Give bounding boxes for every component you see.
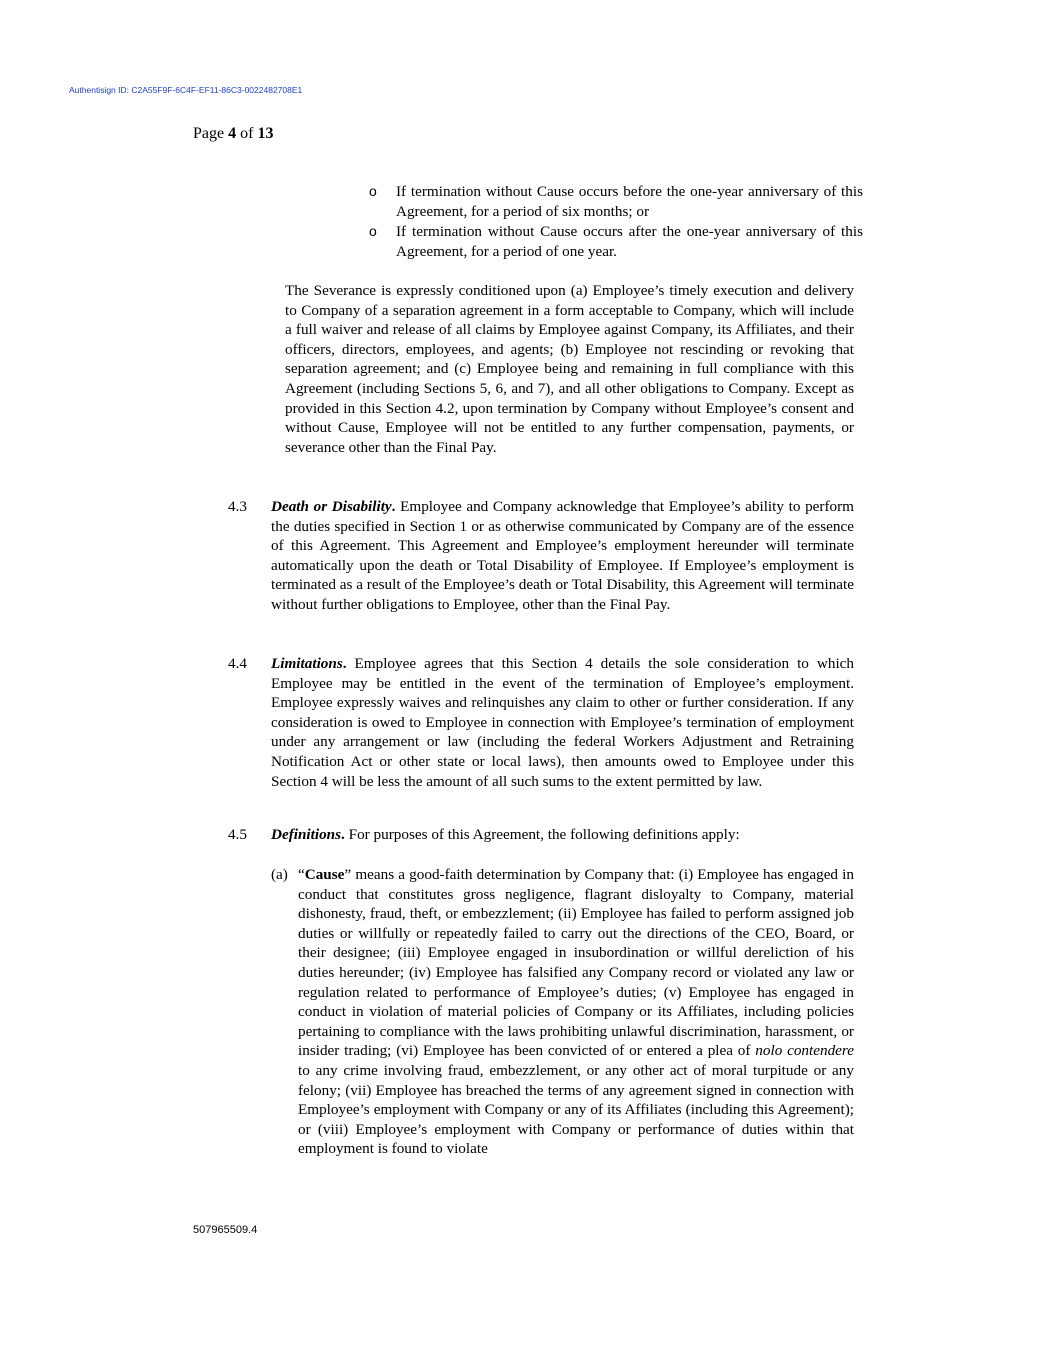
- section-text: Employee and Company acknowledge that Employee’s ability to perform the duties specified in Section 1 or as otherwise communicated by Company are of the essence of this Agreement. This Agreement and Employee’s employment hereunder will terminate automatically upon the death or Total Disability of Employee. If Employee’s employment is terminated as a result of the Employee’s death or Total Disability, this Agreement will terminate without further obligations to Employee, other than the Final Pay.: [271, 498, 854, 613]
- list-item-text: If termination without Cause occurs before the one-year anniversary of this Agreement, for a period of six months; or: [396, 183, 863, 220]
- heading-punct: .: [342, 655, 347, 672]
- definition-text-part-1: ” means a good-faith determination by Company that: (i) Employee has engaged in conduct that constitutes gross negligence, flagrant disloyalty to Company, material dishonesty, fraud, theft, or embezzlement; (ii) Employee has failed to perform assigned job duties or willfully or repeatedly failed to carry out the directions of the CEO, Board, or their designee; (iii) Employee engaged in insubordination or willful dereliction of his duties hereunder; (iv) Employee has falsified any Company record or violated any law or regulation related to performance of Employee’s duties; (v) Employee has engaged in conduct in violation of material policies of Company or its Affiliates, including policies pertaining to compliance with the laws prohibiting unlawful discrimination, harassment, or insider trading; (vi) Employee has been convicted of or entered a plea of: [298, 866, 854, 1060]
- section-body: [271, 825, 854, 845]
- page-total: 13: [257, 125, 274, 142]
- section-heading: Death or Disability: [271, 498, 392, 515]
- heading-punct: .: [341, 826, 345, 843]
- section-number: 4.3: [228, 498, 247, 515]
- section-body: [271, 654, 854, 791]
- open-quote: “: [298, 866, 305, 883]
- section-body: [271, 497, 854, 615]
- section-number: 4.4: [228, 655, 247, 672]
- page-current: 4: [228, 125, 237, 142]
- defined-term: Cause: [304, 866, 345, 883]
- heading-punct: .: [391, 498, 396, 515]
- severance-paragraph: The Severance is expressly conditioned upon (a) Employee’s timely execution and delivery to Company of a separation agreement in a form acceptable to Company, which will include a full waiver and release of all claims by Employee against Company, its Affiliates, and their officers, directors, employees, and agents; (b) Employee not rescinding or revoking that separation agreement; and (c) Employee being and remaining in full compliance with this Agreement (including Sections 5, 6, and 7), and all other obligations to Company. Except as provided in this Section 4.2, upon termination by Company without Employee’s consent and without Cause, Employee will not be entitled to any further compensation, payments, or severance other than the Final Pay.: [285, 282, 854, 456]
- section-text: Employee agrees that this Section 4 details the sole consideration to which Employee may be entitled in the event of the termination of Employee’s employment. Employee expressly waives and relinquishes any claim to other or further consideration. If any consideration is owed to Employee in connection with Employee’s termination of employment under any arrangement or law (including the federal Workers Adjustment and Retraining Notification Act or other state or local laws), then amounts owed to Employee under this Section 4 will be less the amount of all such sums to the extent permitted by law.: [271, 655, 854, 790]
- bullet-marker: o: [369, 223, 377, 240]
- bullet-marker: o: [369, 183, 377, 199]
- page-number: [193, 125, 273, 143]
- authentisign-id: Authentisign ID: C2A55F9F-6C4F-EF11-86C3-0022482708E1: [69, 85, 303, 95]
- section-heading: Definitions: [271, 826, 342, 843]
- document-id: 507965509.4: [193, 1224, 258, 1236]
- definition-text: [298, 865, 854, 1159]
- section-number: 4.5: [228, 826, 247, 843]
- severance-period-list: [369, 182, 863, 262]
- definition-label: (a): [271, 866, 288, 883]
- list-item: [369, 182, 863, 221]
- definition-italic-phrase: nolo contendere: [755, 1042, 854, 1060]
- definition-text-part-2: to any crime involving fraud, embezzlement, or any other act of moral turpitude or any felony; (vii) Employee has breached the terms of any agreement signed in connection with Employee’s employment with Company or any of its Affiliates (including this Agreement); or (viii) Employee’s employment with Company or performance of duties within that employment is found to violate: [298, 1061, 854, 1158]
- section-text: For purposes of this Agreement, the following definitions apply:: [344, 826, 740, 843]
- list-item: [369, 222, 863, 261]
- page-of: of: [236, 125, 258, 142]
- section-heading: Limitations: [271, 655, 343, 672]
- page-prefix: Page: [193, 125, 229, 142]
- list-item-text: If termination without Cause occurs after the one-year anniversary of this Agreement, for a period of one year.: [396, 223, 863, 260]
